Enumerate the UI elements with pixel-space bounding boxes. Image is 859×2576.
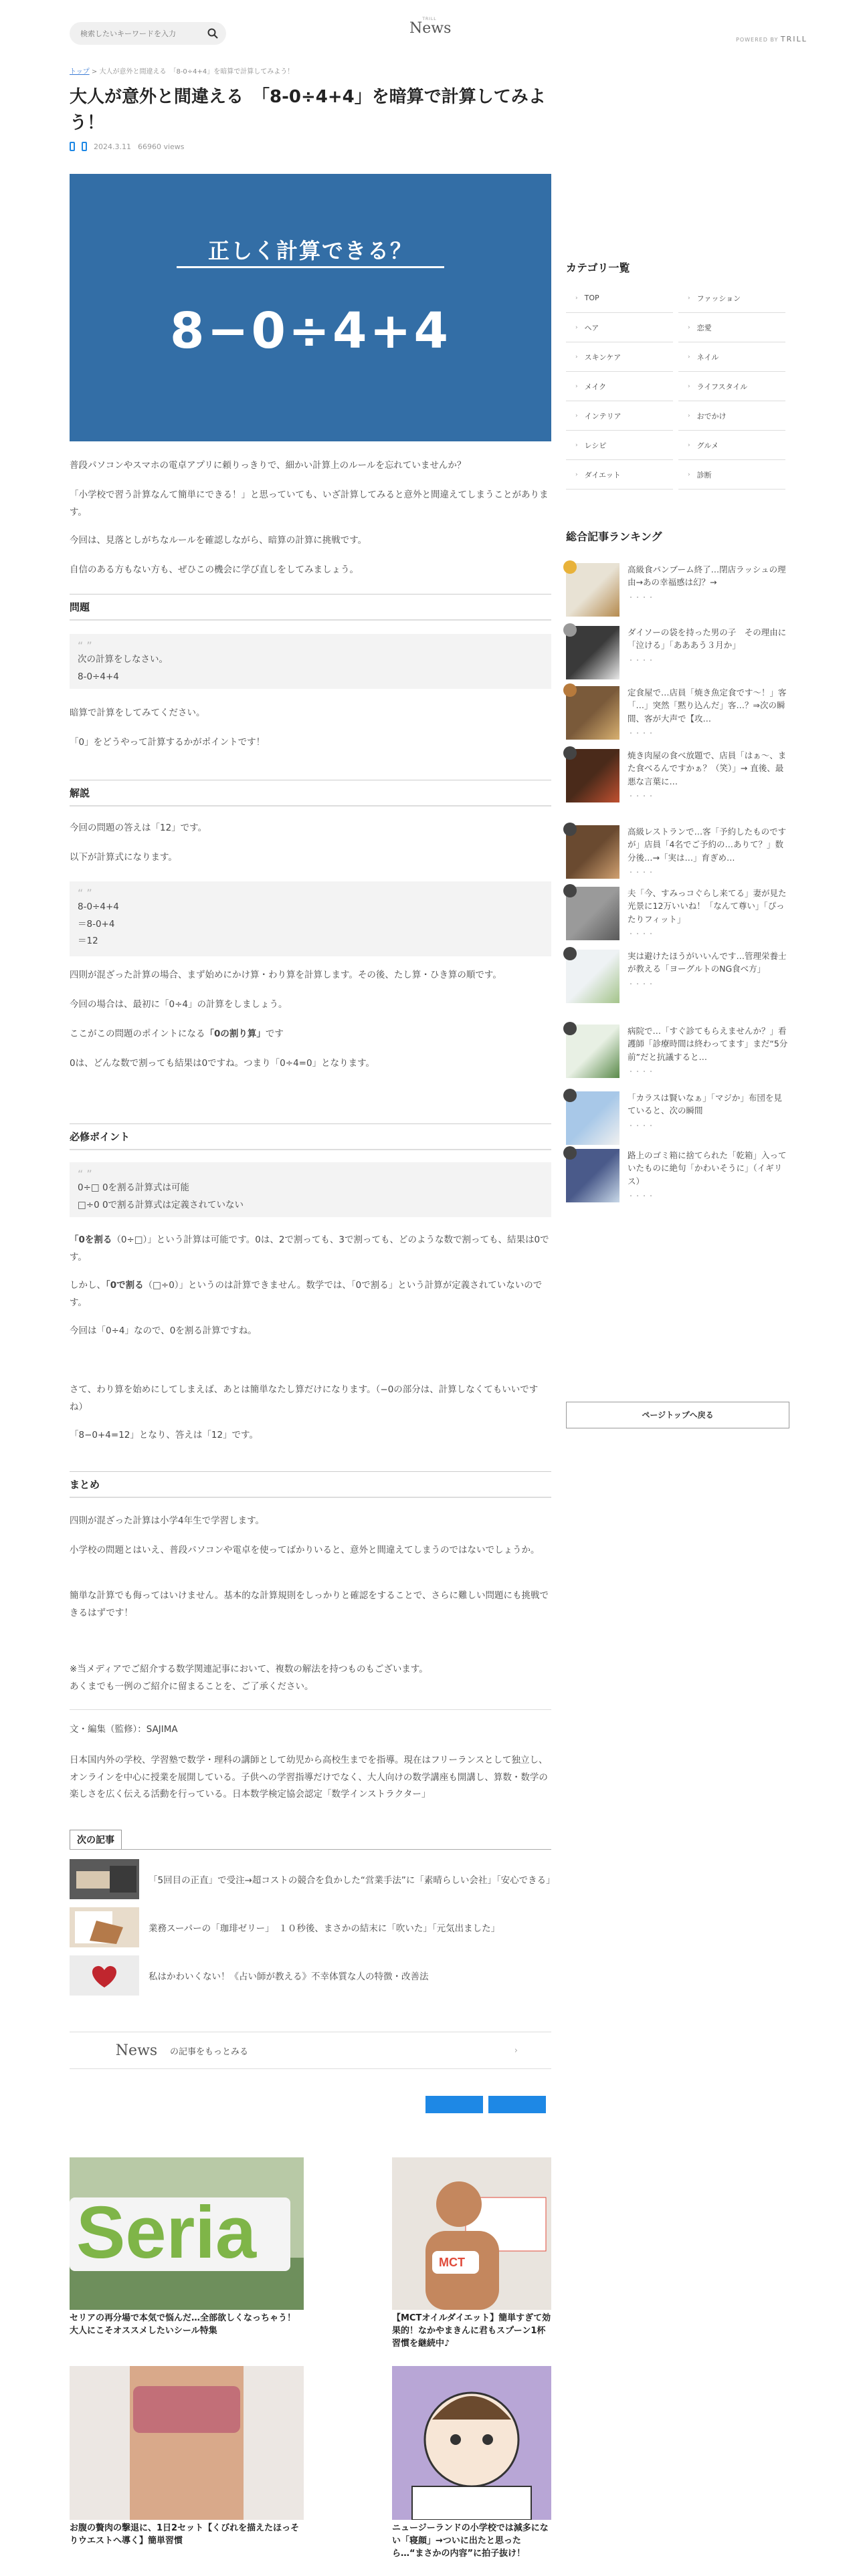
rank-badge bbox=[563, 1022, 577, 1035]
category-label: グルメ bbox=[696, 441, 719, 450]
ranking-thumbnail bbox=[566, 1025, 619, 1078]
category-heading: カテゴリ一覧 bbox=[566, 261, 630, 274]
divider bbox=[70, 1849, 551, 1850]
problem-line: 8-0÷4+4 bbox=[78, 671, 119, 682]
category-label: 診断 bbox=[696, 470, 712, 479]
category-item[interactable] bbox=[678, 460, 785, 490]
rank-badge bbox=[563, 1089, 577, 1102]
ellipsis-icon: ・・・・ bbox=[628, 1069, 654, 1077]
answer-line: 8-0÷4+4 bbox=[78, 901, 119, 912]
ellipsis-icon: ・・・・ bbox=[628, 1193, 654, 1201]
card-image bbox=[70, 2366, 304, 2520]
ellipsis-icon: ・・・・ bbox=[628, 1122, 654, 1130]
category-label: レシピ bbox=[584, 441, 607, 450]
chevron-right-icon: › bbox=[575, 471, 578, 478]
ranking-item[interactable] bbox=[566, 563, 789, 617]
chevron-right-icon: › bbox=[575, 441, 578, 449]
chevron-right-icon: › bbox=[688, 412, 690, 419]
category-item[interactable] bbox=[566, 372, 673, 401]
answer-line: ＝12 bbox=[78, 936, 98, 947]
point-box bbox=[70, 1162, 551, 1217]
category-item[interactable] bbox=[678, 313, 785, 342]
category-item[interactable] bbox=[566, 284, 673, 313]
ranking-title: 定食屋で…店員「焼き魚定食です〜！」客「…」突然「黙り込んだ」客…？⇒次の瞬間、客が大声で【攻… ・・・・ bbox=[628, 686, 789, 740]
site-logo[interactable]: TRILL News bbox=[409, 17, 452, 37]
point-paragraph: 「0を割る（0÷□）」という計算は可能です。0は、2で割っても、3で割っても、どのような数で割っても、結果は0です。 bbox=[70, 1235, 549, 1263]
category-item[interactable] bbox=[678, 372, 785, 401]
more-articles-link[interactable] bbox=[70, 2032, 551, 2069]
next-article-item[interactable] bbox=[70, 1955, 551, 1996]
more-text: の記事をもっとみる bbox=[170, 2046, 249, 2057]
point-line: □÷0 0で割る計算式は定義されていない bbox=[78, 1199, 244, 1210]
ranking-title: ダイソーの袋を持った男の子 その理由に「泣ける」「あああう３月か」 ・・・・ bbox=[628, 626, 789, 679]
page-top-button[interactable]: ページトップへ戻る bbox=[566, 1402, 789, 1428]
category-item[interactable] bbox=[566, 401, 673, 431]
ellipsis-icon: ・・・・ bbox=[628, 869, 654, 877]
next-article-title: 「5回目の正直」で受注→超コストの競合を負かした“営業手法”に「素晴らしい会社」「安心できる」 bbox=[149, 1875, 555, 1886]
article-thumbnail bbox=[70, 1859, 139, 1899]
point-line: 0÷□ 0を割る計算式は可能 bbox=[78, 1182, 190, 1193]
ranking-thumbnail bbox=[566, 1091, 619, 1145]
ranking-title: 夫「今、すみっコぐらし来てる」妻が見た光景に12万いいね！「なんて尊い」「ぴったりフィット」 ・・・・ bbox=[628, 887, 789, 940]
intro-paragraph: 普段パソコンやスマホの電卓アプリに頼りっきりで、細かい計算上のルールを忘れていませんか？ bbox=[70, 460, 466, 471]
category-label: ダイエット bbox=[584, 470, 621, 479]
ranking-item[interactable] bbox=[566, 1149, 789, 1202]
recommend-card[interactable] bbox=[392, 2157, 551, 2310]
ranking-item[interactable] bbox=[566, 887, 789, 940]
ranking-title: 路上のゴミ箱に捨てられた「乾箱」入っていたものに絶句「かわいそうに」（イギリス） ・・・・ bbox=[628, 1149, 789, 1202]
recommend-card[interactable] bbox=[70, 2157, 304, 2310]
chevron-right-icon: › bbox=[575, 383, 578, 390]
rank-badge bbox=[563, 683, 577, 697]
section-heading-problem: 問題 bbox=[70, 594, 551, 621]
category-item[interactable] bbox=[678, 401, 785, 431]
category-item[interactable] bbox=[678, 342, 785, 372]
section-heading-summary: まとめ bbox=[70, 1471, 551, 1498]
category-label: ヘア bbox=[584, 323, 599, 332]
explain-paragraph: 四則が混ざった計算の場合、まず始めにかけ算・わり算を計算します。その後、たし算・ひき算の順です。 bbox=[70, 970, 502, 980]
article-date: 2024.3.11 bbox=[94, 142, 131, 151]
rank-badge bbox=[563, 823, 577, 836]
chevron-right-icon: › bbox=[688, 294, 690, 302]
quote-icon: “ ” bbox=[78, 1168, 92, 1180]
chevron-right-icon: › bbox=[514, 2045, 518, 2056]
problem-paragraph: 暗算で計算をしてみてください。 bbox=[70, 708, 205, 718]
more-logo: News bbox=[115, 2042, 158, 2059]
ranking-thumbnail bbox=[566, 626, 619, 679]
next-article-item[interactable] bbox=[70, 1859, 555, 1899]
ellipsis-icon: ・・・・ bbox=[628, 730, 654, 738]
answer-paragraph: 以下が計算式になります。 bbox=[70, 852, 177, 863]
rank-badge bbox=[563, 1146, 577, 1160]
ellipsis-icon: ・・・・ bbox=[628, 657, 654, 665]
ranking-item[interactable] bbox=[566, 1091, 789, 1145]
ranking-item[interactable] bbox=[566, 950, 789, 1003]
ranking-thumbnail bbox=[566, 749, 619, 802]
ranking-item[interactable] bbox=[566, 1025, 789, 1078]
ranking-title: 病院で…「すぐ診てもらえませんか？」看護師「診療時間は終わってます」まだ“5分前”だと抗議すると… ・・・・ bbox=[628, 1025, 789, 1078]
svg-text:Seria: Seria bbox=[76, 2191, 257, 2274]
rank-badge bbox=[563, 746, 577, 760]
ranking-item[interactable] bbox=[566, 825, 789, 879]
hero-divider bbox=[177, 266, 444, 268]
card-title: ニュージーランドの小学校では減多にない「寝顔」→ついに出たと思ったら…“まさかの内容”に拍子抜け！ bbox=[392, 2523, 549, 2559]
author-bio: 日本国内外の学校、学習塾で数学・理科の講師として幼児から高校生までを指導。現在はフリーランスとして独立し、オンラインを中心に授業を展開している。子供への学習指導だけでなく、大人向けの数学講座も開講し、算数・数学の楽しさを広く伝える活動を行っている。日本数学検定協会認定「数学インストラクター」 bbox=[70, 1755, 548, 1800]
ranking-title: 焼き肉屋の食べ放題で、店員「はぁ〜、また食べるんですかぁ？（笑）」→ 直後、最悪な言葉に… ・・・・ bbox=[628, 749, 789, 802]
ranking-item[interactable] bbox=[566, 686, 789, 740]
rank-badge bbox=[563, 947, 577, 960]
ranking-title: 実は避けたほうがいいんです…管理栄養士が教える「ヨーグルトのNG食べ方」 ・・・・ bbox=[628, 950, 789, 1003]
explain-paragraph: 0は、どんな数で割っても結果は0ですね。つまり「0÷4=0」となります。 bbox=[70, 1058, 375, 1069]
problem-box bbox=[70, 634, 551, 689]
recommend-card[interactable] bbox=[70, 2366, 304, 2520]
breadcrumb-home[interactable]: トップ bbox=[70, 68, 90, 76]
ellipsis-icon: ・・・・ bbox=[628, 793, 654, 801]
section-heading-answer: 解説 bbox=[70, 780, 551, 807]
category-label: スキンケア bbox=[584, 352, 622, 362]
answer-paragraph: 今回の問題の答えは「12」です。 bbox=[70, 823, 207, 833]
search-icon[interactable] bbox=[207, 28, 218, 39]
category-label: ファッション bbox=[696, 294, 741, 303]
ranking-thumbnail bbox=[566, 563, 619, 617]
twitter-share-icon[interactable] bbox=[82, 142, 87, 151]
chevron-right-icon: › bbox=[688, 471, 690, 478]
category-item[interactable] bbox=[566, 313, 673, 342]
ranking-title: 高級レストランで…客「予約したものですが」店員「4名でご予約の…ありて？」数分後…→「実は…」育ぎめ… ・・・・ bbox=[628, 825, 789, 879]
summary-paragraph: 四則が混ざった計算は小学4年生で学習します。 bbox=[70, 1515, 265, 1526]
chevron-right-icon: › bbox=[575, 412, 578, 419]
chevron-right-icon: › bbox=[575, 353, 578, 360]
summary-paragraph: 小学校の問題とはいえ、普段パソコンや電卓を使ってばかりいると、意外と間違えてしまうのではないでしょうか。 bbox=[70, 1545, 540, 1555]
explain-paragraph: ここがこの問題のポイントになる「0の割り算」です bbox=[70, 1029, 284, 1039]
ellipsis-icon: ・・・・ bbox=[628, 931, 654, 939]
ranking-thumbnail bbox=[566, 825, 619, 879]
intro-paragraph: 「小学校で習う計算なんて簡単にできる！」と思っていても、いざ計算してみると意外と間違えてしまうことがあります。 bbox=[70, 490, 549, 518]
share-button[interactable] bbox=[488, 2096, 546, 2113]
card-title: セリアの再分場で本気で悩んだ…全部欲しくなっちゃう！大人にこそオススメしたいシール特集 bbox=[70, 2313, 296, 2336]
hero-equation: 8−0÷4+4 bbox=[170, 302, 451, 360]
article-thumbnail bbox=[70, 1955, 139, 1996]
ellipsis-icon: ・・・・ bbox=[628, 980, 654, 988]
next-article-item[interactable] bbox=[70, 1907, 551, 1947]
ranking-thumbnail bbox=[566, 686, 619, 740]
category-label: TOP bbox=[584, 294, 599, 302]
chevron-right-icon: › bbox=[575, 324, 578, 331]
ranking-title: 「カラスは賢いなぁ」「マジか」布団を見ていると、次の瞬間 ・・・・ bbox=[628, 1091, 789, 1145]
answer-box bbox=[70, 881, 551, 956]
svg-text:MCT: MCT bbox=[439, 2256, 465, 2269]
summary-paragraph: 簡単な計算でも侮ってはいけません。基本的な計算規則をしっかりと確認をすることで、さらに難しい問題にも挑戦できるはずです！ bbox=[70, 1590, 549, 1618]
article-thumbnail bbox=[70, 1907, 139, 1947]
hero-heading: 正しく計算できる？ bbox=[207, 238, 413, 263]
ranking-thumbnail bbox=[566, 887, 619, 940]
ranking-thumbnail bbox=[566, 1149, 619, 1202]
intro-paragraph: 今回は、見落としがちなルールを確認しながら、暗算の計算に挑戦です。 bbox=[70, 535, 367, 546]
card-image bbox=[392, 2157, 551, 2310]
share-button[interactable] bbox=[425, 2096, 483, 2113]
ranking-thumbnail bbox=[566, 950, 619, 1003]
chevron-right-icon: › bbox=[688, 383, 690, 390]
ranking-item[interactable] bbox=[566, 626, 789, 679]
category-item[interactable] bbox=[678, 431, 785, 460]
intro-paragraph: 自信のある方もない方も、ぜひこの機会に学び直しをしてみましょう。 bbox=[70, 564, 359, 575]
next-articles-label: 次の記事 bbox=[70, 1830, 122, 1849]
card-image bbox=[70, 2157, 304, 2310]
explain-paragraph: 今回の場合は、最初に「0÷4」の計算をしましょう。 bbox=[70, 999, 288, 1010]
category-item[interactable] bbox=[566, 342, 673, 372]
rank-badge bbox=[563, 623, 577, 637]
point-paragraph: 今回は「0÷4」なので、0を割る計算ですね。 bbox=[70, 1325, 257, 1336]
chevron-right-icon: › bbox=[575, 294, 578, 302]
answer-line: ＝8-0+4 bbox=[78, 918, 115, 930]
search-input[interactable] bbox=[80, 29, 207, 38]
article-views: 66960 views bbox=[137, 142, 185, 151]
recommend-card[interactable] bbox=[392, 2366, 551, 2520]
chevron-right-icon: › bbox=[688, 441, 690, 449]
rank-badge bbox=[563, 884, 577, 897]
author-label: 文・編集（監修）：SAJIMA bbox=[70, 1724, 178, 1735]
next-article-title: 業務スーパーの「珈琲ゼリー」 １０秒後、まさかの結末に「吹いた」「元気出ました」 bbox=[149, 1923, 500, 1934]
category-label: ネイル bbox=[696, 352, 719, 362]
divider bbox=[70, 1709, 551, 1710]
search-bar[interactable] bbox=[70, 22, 226, 45]
category-item[interactable] bbox=[566, 460, 673, 490]
quote-icon: “ ” bbox=[78, 639, 92, 652]
article-title: 大人が意外と間違える 「8-0÷4+4」を暗算で計算してみよう！ bbox=[70, 87, 546, 133]
category-label: メイク bbox=[584, 382, 607, 391]
ranking-title: 高級食パンブーム終了…閉店ラッシュの理由→あの幸福感は幻？→ ・・・・ bbox=[628, 563, 789, 617]
powered-by: POWERED BY TRILL bbox=[736, 35, 807, 43]
point-paragraph: さて、わり算を始めにしてしまえば、あとは簡単なたし算だけになります。（−0の部分は、計算しなくてもいいですね） bbox=[70, 1384, 539, 1412]
chevron-right-icon: › bbox=[688, 324, 690, 331]
ranking-heading: 総合記事ランキング bbox=[566, 530, 662, 543]
ellipsis-icon: ・・・・ bbox=[628, 594, 654, 602]
chevron-right-icon: › bbox=[688, 353, 690, 360]
next-article-title: 私はかわいくない！《占い師が教える》不幸体質な人の特徴・改善法 bbox=[149, 1971, 429, 1982]
category-item[interactable] bbox=[678, 284, 785, 313]
category-label: ライフスタイル bbox=[696, 382, 748, 391]
point-paragraph: しかし、「0で割る（□÷0）」というのは計算できません。数学では、「0で割る」という計算が定義されていないのです。 bbox=[70, 1280, 543, 1308]
card-image bbox=[392, 2366, 551, 2520]
facebook-share-icon[interactable] bbox=[70, 142, 75, 151]
ranking-item[interactable] bbox=[566, 749, 789, 802]
category-item[interactable] bbox=[566, 431, 673, 460]
card-title: 【MCTオイルダイエット】簡単すぎて効果的！なかやまきんに君もスプーン1杯習慣を継続中♪ bbox=[392, 2313, 551, 2349]
article-meta bbox=[70, 142, 185, 151]
point-paragraph: 「8−0+4=12」となり、答えは「12」です。 bbox=[70, 1430, 258, 1440]
category-label: 恋愛 bbox=[696, 323, 712, 332]
breadcrumb: トップ > 大人が意外と間違える 「8-0÷4+4」を暗算で計算してみよう！ bbox=[70, 68, 294, 76]
section-heading-point: 必修ポイント bbox=[70, 1123, 551, 1150]
hero-image bbox=[70, 174, 551, 441]
quote-icon: “ ” bbox=[78, 887, 92, 899]
card-title: お腹の贅肉の撃退に、1日2セット【くびれを描えたほっそりウエストへ導く】簡単習慣 bbox=[70, 2523, 300, 2546]
problem-paragraph: 「0」をどうやって計算するかがポイントです！ bbox=[70, 737, 266, 748]
rank-badge bbox=[563, 560, 577, 574]
breadcrumb-current: 大人が意外と間違える 「8-0÷4+4」を暗算で計算してみよう！ bbox=[99, 68, 294, 76]
category-label: インテリア bbox=[584, 411, 622, 421]
disclaimer: ※当メディアでご紹介する数学関連記事において、複数の解法を持つものもございます。 あくまでも一例のご紹介に留まることを、ご了承ください。 bbox=[70, 1664, 428, 1692]
category-label: おでかけ bbox=[696, 411, 727, 421]
problem-line: 次の計算をしなさい。 bbox=[78, 654, 168, 665]
